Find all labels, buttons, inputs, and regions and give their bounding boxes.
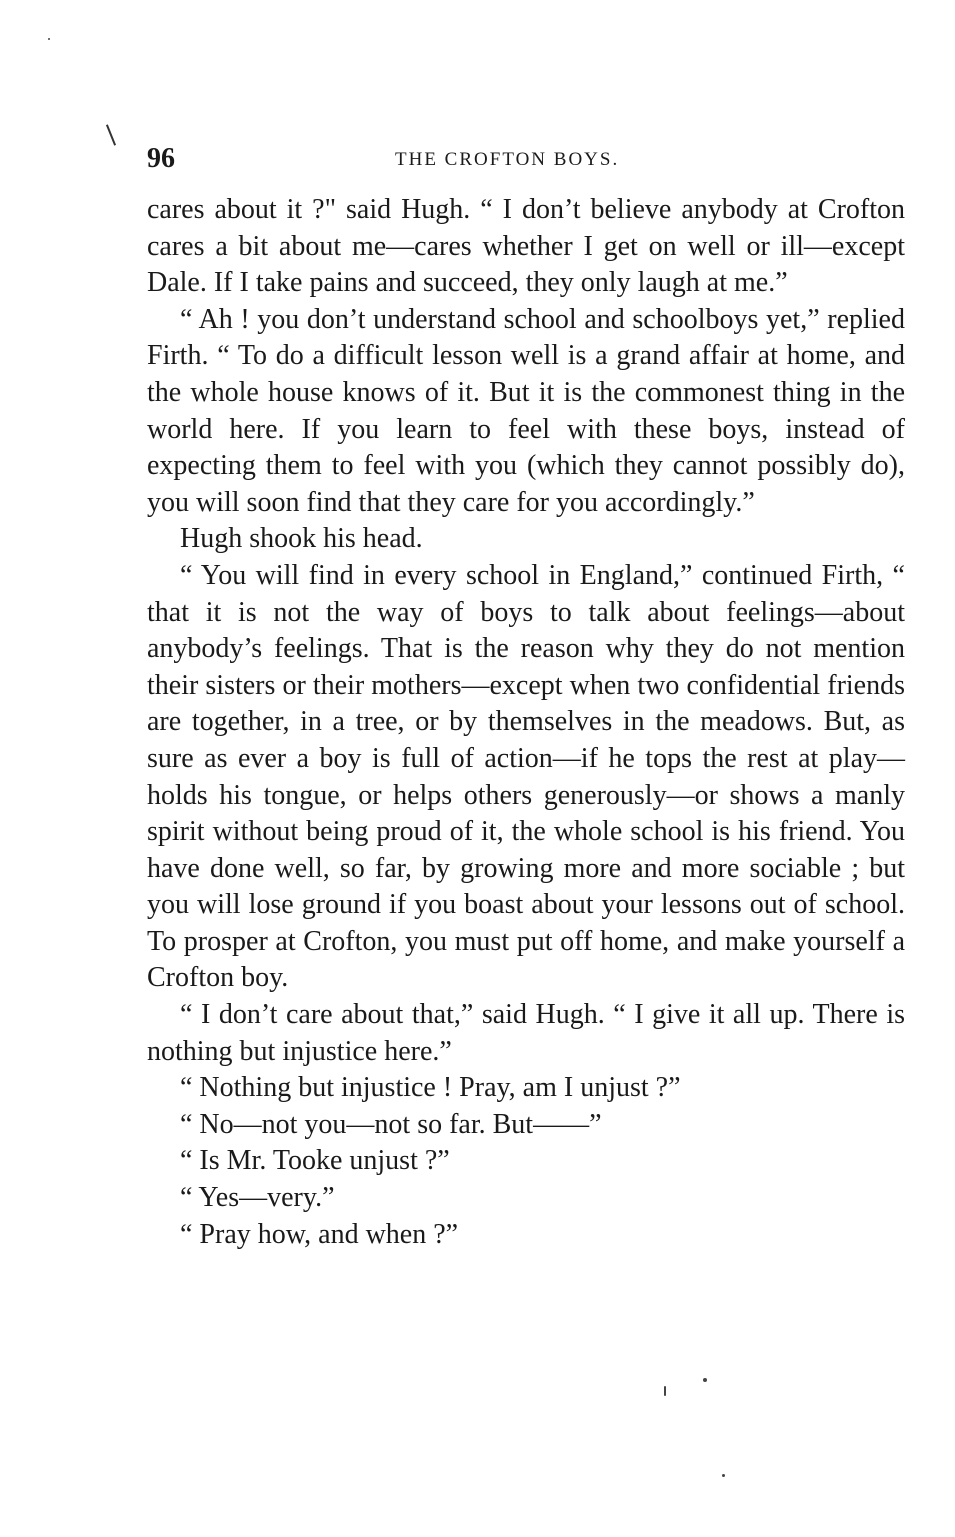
paragraph-6: “ Nothing but injustice ! Pray, am I unjust ?” (180, 1072, 681, 1104)
body-text (147, 192, 905, 1253)
margin-pencil-mark (106, 124, 116, 145)
paragraph-3: Hugh shook his head. (180, 523, 423, 555)
scan-speck (48, 38, 50, 40)
page-number: 96 (147, 143, 175, 174)
scan-speck (664, 1386, 666, 1396)
page-header (147, 142, 907, 176)
paragraph-1: cares about it ?" said Hugh. “ I don’t believe anybody at Crofton cares a bit about me—cares whether I get on well or ill—except Dale. If I take pains and succeed, they only laugh at me.” (147, 194, 905, 299)
paragraph-2: “ Ah ! you don’t understand school and schoolboys yet,” replied Firth. “ To do a difficult lesson well is a grand affair at home, and the whole house knows of it. But it is the commonest thing in the world here. If you learn to feel with these boys, instead of expecting them to feel with you (which they cannot possibly do), you will soon find that they care for you accordingly.” (147, 303, 905, 518)
paragraph-8: “ Is Mr. Tooke unjust ?” (180, 1145, 450, 1177)
paragraph-9: “ Yes—very.” (180, 1182, 335, 1214)
paragraph-10: “ Pray how, and when ?” (180, 1218, 459, 1250)
paragraph-4: “ You will find in every school in England,” continued Firth, “ that it is not the way of boys to talk about feelings—about anybody’s feelings. That is the reason why they do not mention their sisters or their mothers—except when two confidential friends are together, in a tree, or by themselves in the meadows. But, as sure as ever a boy is full of action—if he tops the rest at play—holds his tongue, or helps others generously—or shows a manly spirit without being proud of it, the whole school is his friend. You have done well, so far, by growing more and more sociable ; but you will lose ground if you boast about your lessons out of school. To prosper at Crofton, you must put off home, and make yourself a Crofton boy. (147, 559, 905, 994)
paragraph-7: “ No—not you—not so far. But——” (180, 1108, 602, 1140)
scan-speck (722, 1474, 725, 1477)
running-title: THE CROFTON BOYS. (395, 149, 620, 170)
paragraph-5: “ I don’t care about that,” said Hugh. “ I give it all up. There is nothing but injustice here.” (147, 999, 905, 1067)
scan-speck (703, 1378, 707, 1382)
